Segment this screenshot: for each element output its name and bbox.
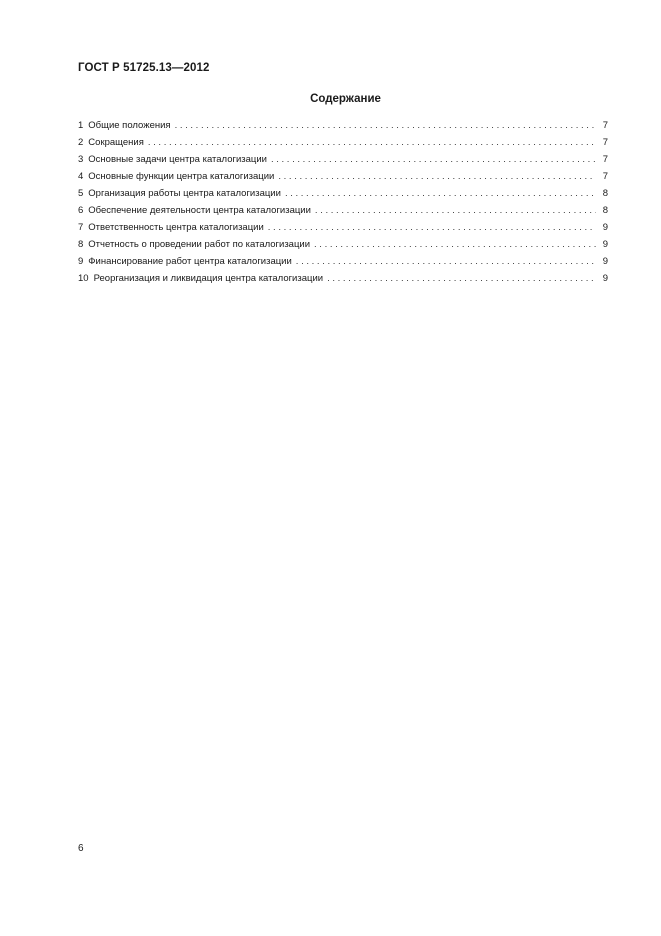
toc-entry-title: Основные функции центра каталогизации [88,171,275,182]
toc-entry-title: Отчетность о проведении работ по каталогизации [88,239,311,250]
toc-entry-number: 8 [78,239,84,250]
toc-entry-6[interactable] [78,205,608,222]
toc-entry-page: 7 [602,137,608,148]
page-number: 6 [78,843,84,854]
toc-entry-number: 2 [78,137,84,148]
toc-entry-9[interactable] [78,256,608,273]
toc-leader-dots [268,222,596,234]
toc-entry-number: 10 [78,273,89,284]
standard-designation: ГОСТ Р 51725.13—2012 [78,62,210,74]
toc-entry-number: 9 [78,256,84,267]
toc-leader-dots [278,171,596,183]
toc-entry-page: 9 [602,222,608,233]
toc-entry-page: 8 [602,188,608,199]
toc-entry-page: 9 [602,239,608,250]
toc-entry-title: Ответственность центра каталогизации [88,222,264,233]
table-of-contents [78,120,608,290]
toc-entry-title: Сокращения [88,137,144,148]
toc-entry-page: 7 [602,154,608,165]
toc-leader-dots [148,137,596,149]
toc-entry-title: Финансирование работ центра каталогизации [88,256,292,267]
toc-entry-title: Общие положения [88,120,171,131]
toc-entry-page: 9 [602,256,608,267]
toc-leader-dots [296,256,596,268]
toc-entry-number: 1 [78,120,84,131]
toc-entry-number: 5 [78,188,84,199]
toc-entry-page: 9 [602,273,608,284]
toc-entry-7[interactable] [78,222,608,239]
toc-entry-title: Организация работы центра каталогизации [88,188,281,199]
toc-entry-title: Основные задачи центра каталогизации [88,154,267,165]
toc-entry-number: 7 [78,222,84,233]
toc-entry-page: 7 [602,171,608,182]
toc-entry-10[interactable] [78,273,608,290]
toc-leader-dots [271,154,596,166]
toc-entry-3[interactable] [78,154,608,171]
toc-leader-dots [314,239,596,251]
toc-leader-dots [175,120,596,132]
toc-entry-title: Обеспечение деятельности центра каталогизации [88,205,311,216]
toc-leader-dots [285,188,596,200]
toc-entry-2[interactable] [78,137,608,154]
toc-entry-number: 4 [78,171,84,182]
toc-entry-8[interactable] [78,239,608,256]
toc-entry-page: 7 [602,120,608,131]
toc-entry-1[interactable] [78,120,608,137]
toc-entry-page: 8 [602,205,608,216]
toc-entry-number: 3 [78,154,84,165]
toc-entry-4[interactable] [78,171,608,188]
toc-entry-5[interactable] [78,188,608,205]
toc-entry-number: 6 [78,205,84,216]
toc-entry-title: Реорганизация и ликвидация центра каталогизации [93,273,324,284]
toc-leader-dots [315,205,596,217]
toc-title: Содержание [310,93,381,105]
toc-leader-dots [327,273,596,285]
